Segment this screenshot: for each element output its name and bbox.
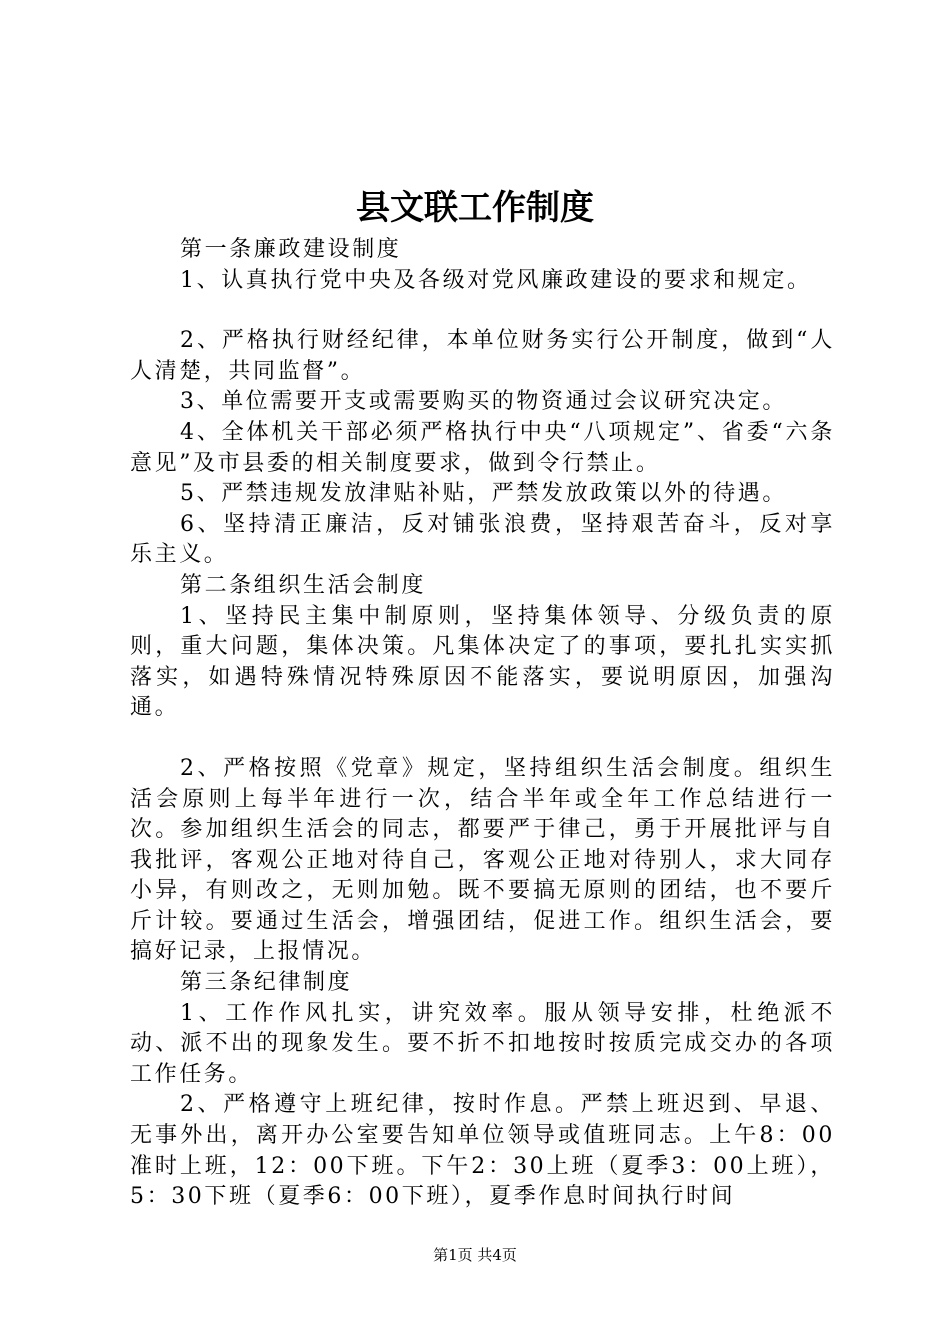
paragraph: 6、坚持清正廉洁，反对铺张浪费，坚持艰苦奋斗，反对享乐主义。 (130, 511, 835, 568)
paragraph: 2、严格执行财经纪律，本单位财务实行公开制度，做到“人人清楚，共同监督”。 (130, 328, 835, 384)
paragraph: 1、坚持民主集中制原则，坚持集体领导、分级负责的原则，重大问题，集体决策。凡集体决定了的事项，要扎扎实实抓落实，如遇特殊情况特殊原因不能落实，要说明原因，加强沟通。 (130, 603, 835, 721)
section-heading-2: 第二条组织生活会制度 (180, 572, 427, 598)
section-heading-1: 第一条廉政建设制度 (180, 237, 402, 262)
page-number-footer: 第1页 共4页 (433, 1246, 517, 1264)
paragraph: 2、严格按照《党章》规定，坚持组织生活会制度。组织生活会原则上每半年进行一次，结合半年或全年工作总结进行一次。参加组织生活会的同志，都要严于律己，勇于开展批评与自我批评，客观公正地对待自己，客观公正地对待别人，求大同存小异，有则改之，无则加勉。既不要搞无原则的团结，也不要斤斤计较。要通过生活会，增强团结，促进工作。组织生活会，要搞好记录，上报情况。 (130, 755, 835, 965)
blank-line (130, 724, 835, 754)
paragraph: 1、认真执行党中央及各级对党风廉政建设的要求和规定。 (180, 267, 812, 293)
paragraph: 1、工作作风扎实，讲究效率。服从领导安排，杜绝派不动、派不出的现象发生。要不折不扣地按时按质完成交办的各项工作任务。 (130, 1000, 835, 1087)
paragraph: 3、单位需要开支或需要购买的物资通过会议研究决定。 (180, 389, 787, 415)
blank-line (130, 296, 835, 326)
section-heading-3: 第三条纪律制度 (180, 970, 353, 996)
paragraph: 2、严格遵守上班纪律，按时作息。严禁上班迟到、早退、无事外出，离开办公室要告知单位领导或值班同志。上午8：00准时上班，12：00下班。下午2：30上班（夏季3：00上班），5：30下班（夏季6：00下班），夏季作息时间执行时间 (130, 1092, 835, 1210)
paragraph: 4、全体机关干部必须严格执行中央“八项规定”、省委“六条意见”及市县委的相关制度要求，做到令行禁止。 (130, 419, 835, 476)
document-body (130, 235, 835, 1213)
document-title: 县文联工作制度 (356, 188, 594, 228)
paragraph: 5、严禁违规发放津贴补贴，严禁发放政策以外的待遇。 (180, 481, 787, 507)
